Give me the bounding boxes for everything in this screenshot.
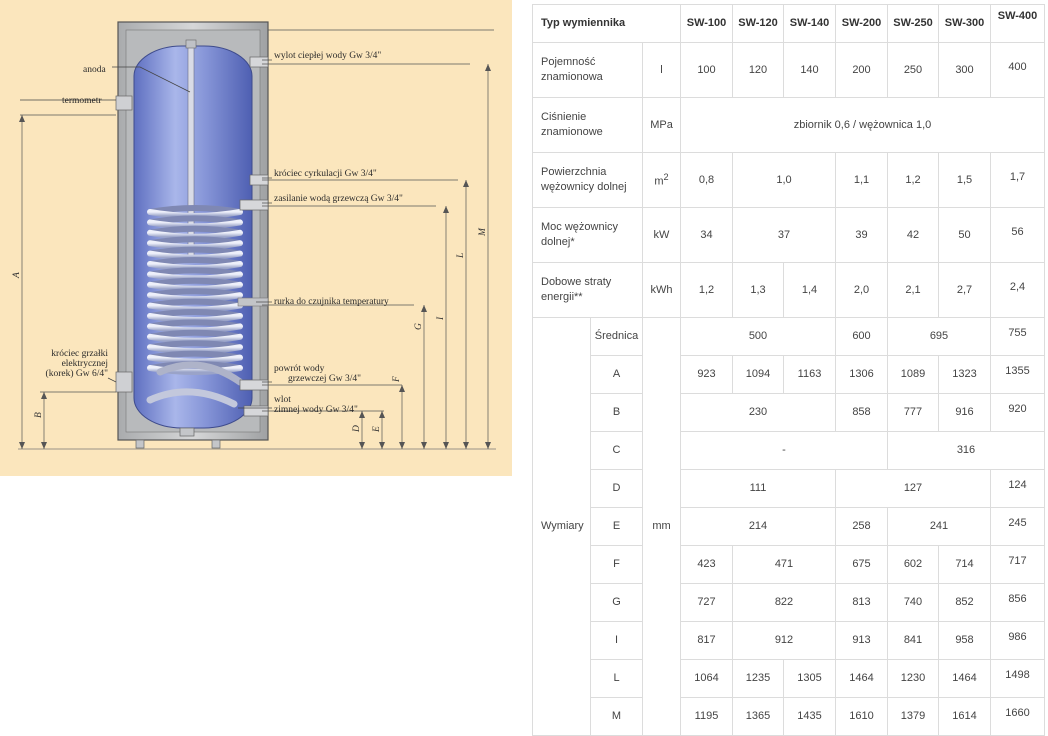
cell: 1195: [681, 698, 733, 736]
dim-name: D: [591, 470, 643, 508]
cell: 250: [888, 43, 939, 98]
cell: 777: [888, 394, 939, 432]
cell: 1,4: [784, 263, 836, 318]
header-row: [533, 5, 1045, 43]
header-sw120: SW-120: [733, 5, 784, 43]
cell: 717: [991, 543, 1045, 581]
unit-dimensions: mm: [643, 318, 681, 736]
thermometer-port: [116, 96, 132, 110]
cell: 400: [991, 40, 1045, 95]
row-label-capacity: Pojemność znamionowa: [533, 43, 643, 98]
label-heater-line2: elektrycznej: [61, 359, 108, 369]
unit-power: kW: [643, 208, 681, 263]
header-sw400: SW-400: [991, 5, 1045, 43]
table-row-L: [533, 660, 1045, 698]
cell: 423: [681, 546, 733, 584]
cell: 2,1: [888, 263, 939, 318]
cell: 1230: [888, 660, 939, 698]
dim-name: C: [591, 432, 643, 470]
cell: 1464: [939, 660, 991, 698]
cell: 50: [939, 208, 991, 263]
cell: 755: [991, 315, 1045, 353]
cell: 140: [784, 43, 836, 98]
row-label-losses: Dobowe straty energii**: [533, 263, 643, 318]
cell: 1379: [888, 698, 939, 736]
cell: 695: [888, 318, 991, 356]
unit-pressure: MPa: [643, 98, 681, 153]
row-label-area: Powierzchnia wężownicy dolnej: [533, 153, 643, 208]
cell: 0,8: [681, 153, 733, 208]
dim-name: Średnica: [591, 318, 643, 356]
cell: 241: [888, 508, 991, 546]
cell: 817: [681, 622, 733, 660]
header-sw300: SW-300: [939, 5, 991, 43]
cell: 822: [733, 584, 836, 622]
cell: 127: [836, 470, 991, 508]
table-row-F: [533, 546, 1045, 584]
dim-M: M: [478, 228, 488, 236]
label-return-line2: grzewczej Gw 3/4": [288, 374, 361, 384]
cell: 1323: [939, 356, 991, 394]
cell: 841: [888, 622, 939, 660]
cell: 39: [836, 208, 888, 263]
cell: 1064: [681, 660, 733, 698]
header-sw200: SW-200: [836, 5, 888, 43]
table-row-capacity: [533, 43, 1045, 98]
cell: 245: [991, 505, 1045, 543]
label-anode: anoda: [83, 65, 106, 75]
header-sw250: SW-250: [888, 5, 939, 43]
table-row-I: [533, 622, 1045, 660]
label-sensor-tube: rurka do czujnika temperatury: [274, 297, 389, 307]
cell: 813: [836, 584, 888, 622]
cell: 1235: [733, 660, 784, 698]
cell: 42: [888, 208, 939, 263]
cell: 500: [681, 318, 836, 356]
label-circulation: króciec cyrkulacji Gw 3/4": [274, 169, 377, 179]
cell: 727: [681, 584, 733, 622]
dim-name: I: [591, 622, 643, 660]
cell: 1089: [888, 356, 939, 394]
cell: 100: [681, 43, 733, 98]
row-label-pressure: Ciśnienie znamionowe: [533, 98, 643, 153]
cell: 120: [733, 43, 784, 98]
cell: 1306: [836, 356, 888, 394]
dim-name: A: [591, 356, 643, 394]
cell: 958: [939, 622, 991, 660]
cell: -: [681, 432, 888, 470]
cell: 1614: [939, 698, 991, 736]
cell: 923: [681, 356, 733, 394]
dim-name: E: [591, 508, 643, 546]
header-sw140: SW-140: [784, 5, 836, 43]
unit-area-base: m: [654, 175, 664, 188]
table-row-B: [533, 394, 1045, 432]
label-thermometer: termometr: [62, 96, 102, 106]
cell: 56: [991, 205, 1045, 260]
label-inlet-line2: zimnej wody Gw 3/4": [274, 405, 358, 415]
table-row-pressure: [533, 98, 1045, 153]
cell: 916: [939, 394, 991, 432]
unit-capacity: l: [643, 43, 681, 98]
cell: 1464: [836, 660, 888, 698]
cell: 1305: [784, 660, 836, 698]
cell: 2,0: [836, 263, 888, 318]
table-row-diameter: [533, 318, 1045, 356]
cell: 2,7: [939, 263, 991, 318]
cell: 316: [888, 432, 1045, 470]
cell: 1660: [991, 695, 1045, 733]
cell: 1498: [991, 657, 1045, 695]
cell: 1,0: [733, 153, 836, 208]
dim-G: G: [414, 323, 424, 330]
table-row-A: [533, 356, 1045, 394]
cell-pressure: zbiornik 0,6 / wężownica 1,0: [681, 98, 1045, 153]
dim-name: F: [591, 546, 643, 584]
unit-area: [643, 153, 681, 208]
cell: 856: [991, 581, 1045, 619]
table-row-losses: [533, 263, 1045, 318]
table-row-M: [533, 698, 1045, 736]
table-row-C: [533, 432, 1045, 470]
cell: 602: [888, 546, 939, 584]
cell: 1,1: [836, 153, 888, 208]
cell: 858: [836, 394, 888, 432]
spec-table: [532, 4, 1045, 736]
cell: 852: [939, 584, 991, 622]
cell: 300: [939, 43, 991, 98]
cell: 912: [733, 622, 836, 660]
cell: 2,4: [991, 260, 1045, 315]
cell: 913: [836, 622, 888, 660]
dim-D: D: [352, 425, 362, 432]
cell: 740: [888, 584, 939, 622]
dim-name: G: [591, 584, 643, 622]
label-heating-supply: zasilanie wodą grzewczą Gw 3/4": [274, 194, 403, 204]
header-type: Typ wymiennika: [533, 5, 681, 43]
unit-area-sup: 2: [663, 172, 669, 183]
row-label-power: Moc wężownicy dolnej*: [533, 208, 643, 263]
cell: 37: [733, 208, 836, 263]
cell: 1,2: [681, 263, 733, 318]
dim-name: B: [591, 394, 643, 432]
cell: 1163: [784, 356, 836, 394]
cell: 600: [836, 318, 888, 356]
cell: 230: [681, 394, 836, 432]
cell: 1435: [784, 698, 836, 736]
cell: 920: [991, 391, 1045, 429]
cell: 471: [733, 546, 836, 584]
table-row-G: [533, 584, 1045, 622]
table-row-power: [533, 208, 1045, 263]
dim-E: E: [372, 426, 382, 432]
dim-A: A: [12, 272, 22, 278]
label-inlet-line1: wlot: [274, 395, 291, 405]
cell: 200: [836, 43, 888, 98]
cell: 1094: [733, 356, 784, 394]
dim-I: I: [436, 316, 446, 320]
cell: 986: [991, 619, 1045, 657]
unit-losses: kWh: [643, 263, 681, 318]
cell: 214: [681, 508, 836, 546]
cell: 1,5: [939, 153, 991, 208]
cell: 714: [939, 546, 991, 584]
cell: 1,2: [888, 153, 939, 208]
dim-F: F: [392, 376, 402, 382]
boiler-diagram: [0, 0, 512, 476]
table-row-D: [533, 470, 1045, 508]
cell: 675: [836, 546, 888, 584]
cell: 34: [681, 208, 733, 263]
heater-plug: [116, 372, 132, 392]
table-row-area: [533, 153, 1045, 208]
cell: 1,3: [733, 263, 784, 318]
table-row-E: [533, 508, 1045, 546]
cell: 1,7: [991, 150, 1045, 205]
cell: 1365: [733, 698, 784, 736]
cell: 124: [991, 467, 1045, 505]
cell: 111: [681, 470, 836, 508]
header-sw100: SW-100: [681, 5, 733, 43]
dim-L: L: [456, 252, 466, 258]
label-heater-line1: króciec grzałki: [51, 349, 108, 359]
boiler-diagram-svg: [0, 0, 512, 476]
label-hot-outlet: wylot ciepłej wody Gw 3/4": [274, 51, 382, 61]
label-heater-line3: (korek) Gw 6/4": [45, 369, 108, 379]
dim-B: B: [34, 412, 44, 418]
cell: 1355: [991, 353, 1045, 391]
label-return-line1: powrót wody: [274, 364, 325, 374]
row-label-dimensions: Wymiary: [533, 318, 591, 736]
cell: 258: [836, 508, 888, 546]
dim-name: L: [591, 660, 643, 698]
cell: 1610: [836, 698, 888, 736]
dim-name: M: [591, 698, 643, 736]
